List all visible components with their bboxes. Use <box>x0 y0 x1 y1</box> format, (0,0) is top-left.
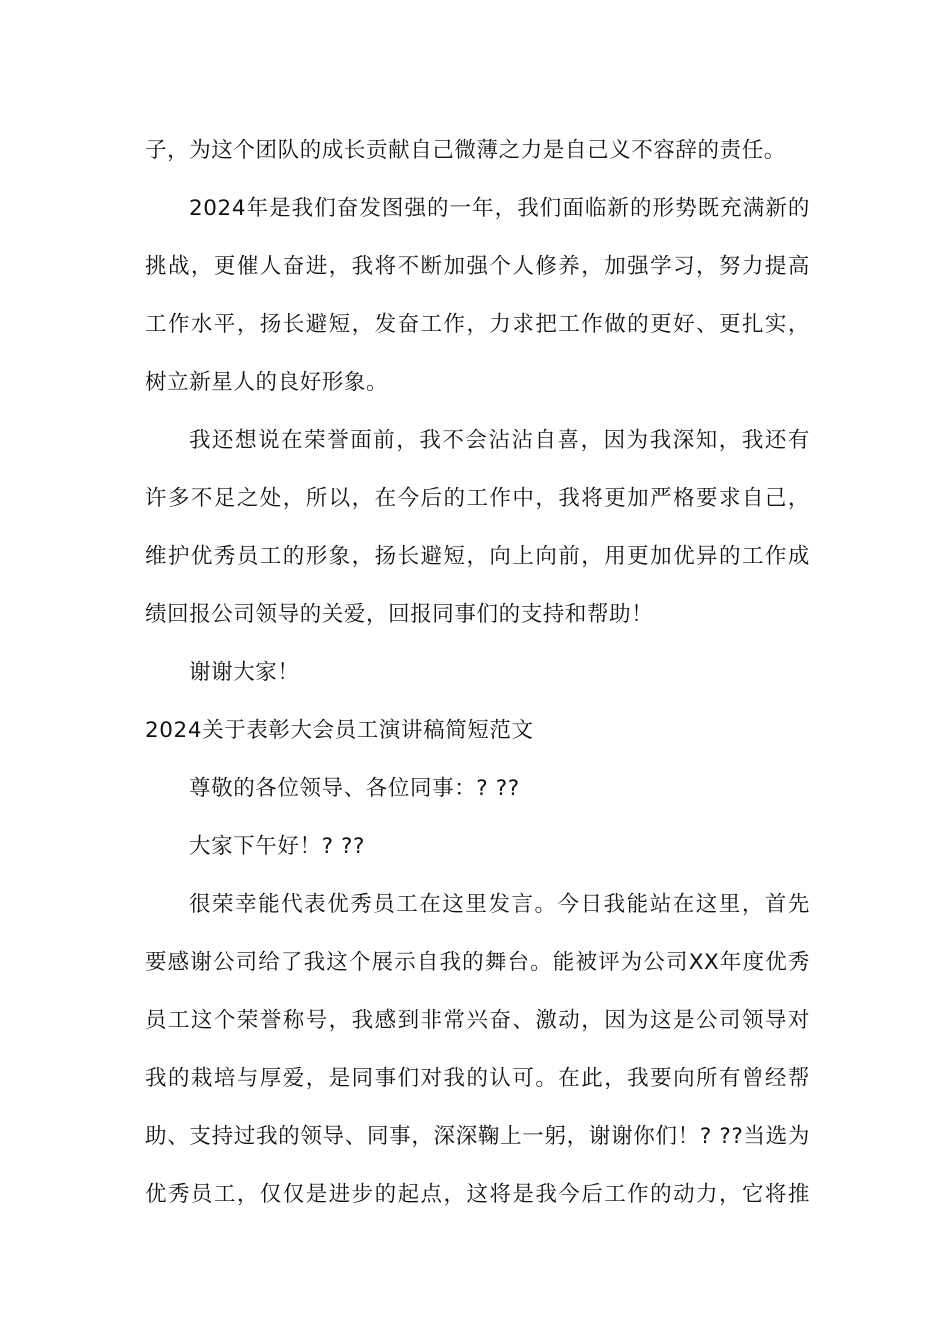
section-heading: 2024关于表彰大会员工演讲稿简短范文 <box>145 718 534 743</box>
body-line: 员工这个荣誉称号，我感到非常兴奋、激动，因为这是公司领导对 <box>145 1008 810 1033</box>
document-body <box>145 129 810 1231</box>
body-line: 工作水平，扬长避短，发奋工作，力求把工作做的更好、更扎实， <box>145 312 810 337</box>
body-line: 子，为这个团队的成长贡献自己微薄之力是自己义不容辞的责任。 <box>145 138 786 163</box>
body-line: 助、支持过我的领导、同事，深深鞠上一躬，谢谢你们！? ??当选为 <box>145 1124 810 1149</box>
body-line: 我还想说在荣誉面前，我不会沾沾自喜，因为我深知，我还有 <box>189 428 810 453</box>
body-line: 谢谢大家！ <box>189 660 300 685</box>
body-line: 我的栽培与厚爱，是同事们对我的认可。在此，我要向所有曾经帮 <box>145 1066 810 1091</box>
body-line: 很荣幸能代表优秀员工在这里发言。今日我能站在这里，首先 <box>189 892 810 917</box>
body-line: 挑战，更催人奋进，我将不断加强个人修养，加强学习，努力提高 <box>145 254 810 279</box>
body-line: 要感谢公司给了我这个展示自我的舞台。能被评为公司XX年度优秀 <box>145 950 810 975</box>
body-line: 树立新星人的良好形象。 <box>145 370 389 395</box>
body-line: 许多不足之处，所以，在今后的工作中，我将更加严格要求自己， <box>145 486 810 511</box>
body-line: 大家下午好！? ?? <box>189 834 366 859</box>
body-line: 2024年是我们奋发图强的一年，我们面临新的形势既充满新的 <box>189 196 810 221</box>
body-line: 优秀员工，仅仅是进步的起点，这将是我今后工作的动力，它将推 <box>145 1182 810 1207</box>
body-line: 绩回报公司领导的关爱，回报同事们的支持和帮助！ <box>145 602 654 627</box>
body-line: 尊敬的各位领导、各位同事：? ?? <box>189 776 520 801</box>
body-line: 维护优秀员工的形象，扬长避短，向上向前，用更加优异的工作成 <box>145 544 810 569</box>
